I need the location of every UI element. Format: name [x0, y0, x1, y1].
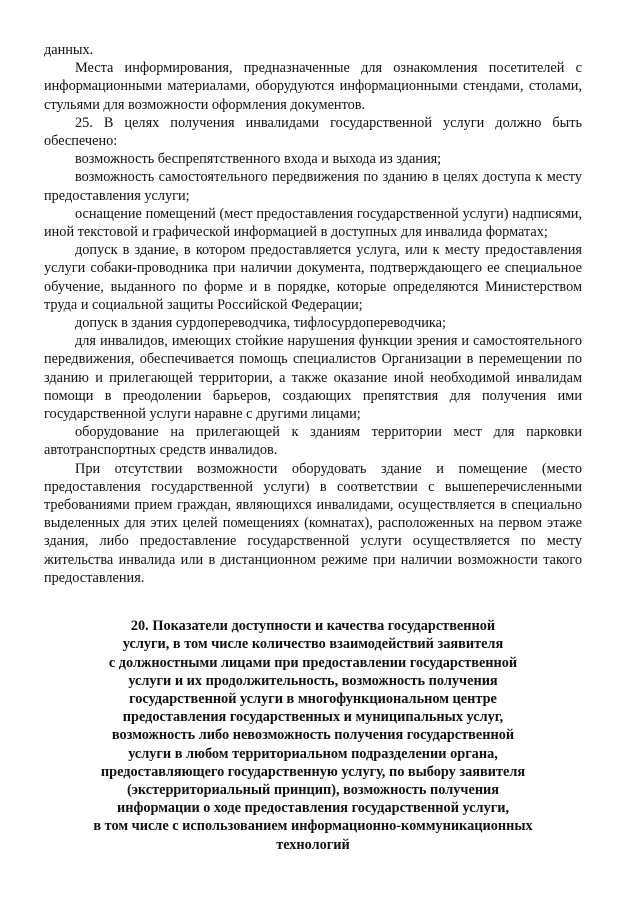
heading-line: (экстерриториальный принцип), возможность получения [126, 781, 500, 798]
section-heading-20 [44, 617, 582, 854]
document-page [44, 41, 582, 854]
heading-line: 20. Показатели доступности и качества государственной [130, 618, 496, 635]
paragraph-guide-dog: допуск в здание, в котором предоставляется услуга, или к месту предоставления услуги собаки-проводника при наличии документа, подтверждающего ее специальное обучение, выданного по форме и в порядке, которые определяются Министерством труда и социальной защиты Российской Федерации; [44, 242, 582, 313]
paragraph-movement: возможность самостоятельного передвижения по зданию в целях доступа к месту предоставления услуги; [44, 169, 582, 204]
heading-line: возможность либо невозможность получения государственной [111, 727, 515, 744]
paragraph-signage: оснащение помещений (мест предоставления государственной услуги) надписями, иной текстовой и графической информацией в доступных для инвалида форматах; [44, 205, 582, 241]
heading-line: предоставления государственных и муниципальных услуг, [122, 709, 504, 726]
heading-line: услуги, в том числе количество взаимодействий заявителя [122, 636, 504, 653]
heading-line: предоставляющего государственную услугу, по выбору заявителя [100, 763, 526, 780]
heading-line: с должностными лицами при предоставлении государственной [108, 654, 518, 671]
heading-line: услуги и их продолжительность, возможность получения [128, 672, 498, 689]
heading-line: в том числе с использованием информационно-коммуникационных [93, 818, 533, 835]
paragraph-entry-exit: возможность беспрепятственного входа и выхода из здания; [75, 151, 442, 168]
paragraph-assistance: для инвалидов, имеющих стойкие нарушения функции зрения и самостоятельного передвижения, обеспечивается помощь специалистов Организации в перемещении по зданию и прилегающей территории, а также оказание иной необходимой инвалидам помощи в преодолении барьеров, создающих препятствия для получения ими государственной услуги наравне с другими лицами; [44, 333, 582, 423]
heading-line: услуги в любом территориальном подразделении органа, [128, 745, 498, 762]
paragraph-alternative-reception: При отсутствии возможности оборудовать здание и помещение (место предоставления государственной услуги) в соответствии с вышеперечисленными требованиями прием граждан, являющихся инвалидами, осуществляется в специально выделенных для этих целей помещениях (комнатах), расположенных на первом этаже здания, либо предоставление государственной услуги осуществляется по месту жительства инвалида или в дистанционном режиме при наличии возможности такого предоставления. [44, 460, 582, 586]
heading-line: информации о ходе предоставления государственной услуги, [116, 800, 510, 817]
body-text [44, 41, 582, 587]
paragraph-item-25: 25. В целях получения инвалидами государственной услуги должно быть обеспечено: [44, 114, 582, 150]
paragraph-interpreters: допуск в здания сурдопереводчика, тифлосурдопереводчика; [75, 315, 446, 332]
heading-line: государственной услуги в многофункциональном центре [129, 690, 497, 707]
paragraph-information-places: Места информирования, предназначенные для ознакомления посетителей с информационными материалами, оборудуются информационными стендами, столами, стульями для возможности оформления документов. [44, 60, 582, 113]
paragraph-continuation: данных. [44, 42, 94, 58]
paragraph-parking: оборудование на прилегающей к зданиям территории мест для парковки автотранспортных средств инвалидов. [44, 424, 582, 459]
heading-line: технологий [276, 836, 350, 853]
